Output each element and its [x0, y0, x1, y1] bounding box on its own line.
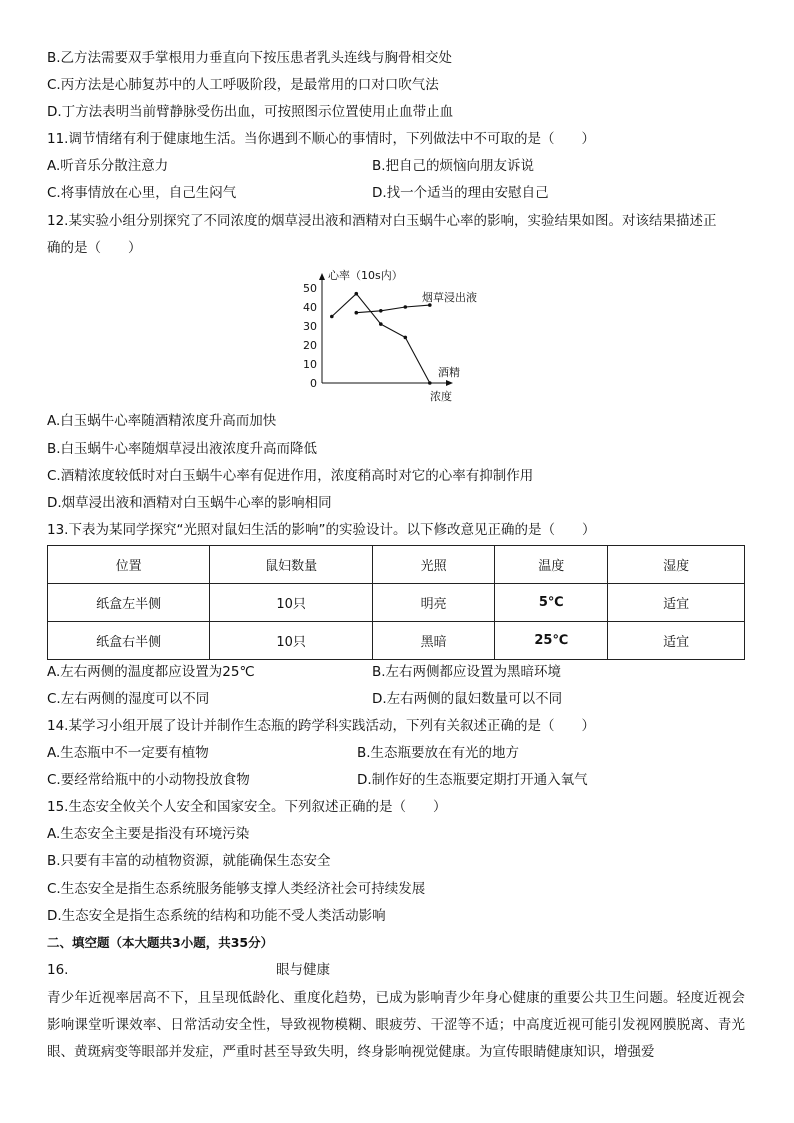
- q12-option-d: D.烟草浸出液和酒精对白玉蜗牛心率的影响相同: [47, 495, 332, 511]
- q14-option-b: B.生态瓶要放在有光的地方: [357, 745, 520, 761]
- data-point: [428, 381, 432, 385]
- q10-option-d: D.丁方法表明当前臂静脉受伤出血，可按照图示位置使用止血带止血: [47, 104, 454, 120]
- chart-series-label-tobacco: 烟草浸出液: [422, 291, 477, 304]
- table-header-cell: 位置: [48, 546, 210, 584]
- table-header-row: [48, 546, 745, 584]
- table-header-cell: 湿度: [608, 546, 745, 584]
- table-header-cell: 光照: [372, 546, 494, 584]
- q16-paragraph: 青少年近视率居高不下，且呈现低龄化、重度化趋势，已成为影响青少年身心健康的重要公共卫生问题。轻度近视会影响课堂听课效率、日常活动安全性，导致视物模糊、眼疲劳、干涩等不适；中高度近视可能引发视网膜脱离、青光眼、黄斑病变等眼部并发症，严重时甚至导致失明，终身影响视觉健康。为宣传眼睛健康知识，增强爱: [47, 990, 745, 1060]
- x-axis-arrow: [446, 380, 453, 386]
- q14-option-c: C.要经常给瓶中的小动物投放食物: [47, 772, 250, 788]
- table-cell: 5℃: [495, 584, 608, 622]
- chart-series-label-alcohol: 酒精: [438, 366, 460, 379]
- q15-option-d: D.生态安全是指生态系统的结构和功能不受人类活动影响: [47, 908, 386, 924]
- q11-option-d: D.找一个适当的理由安慰自己: [372, 185, 549, 201]
- data-point: [355, 292, 359, 296]
- q10-option-b: B.乙方法需要双手掌根用力垂直向下按压患者乳头连线与胸骨相交处: [47, 50, 453, 66]
- q12-option-a: A.白玉蜗牛心率随酒精浓度升高而加快: [47, 413, 277, 429]
- q10-option-c: C.丙方法是心肺复苏中的人工呼吸阶段，是最常用的口对口吹气法: [47, 77, 439, 93]
- q16-number: 16.: [47, 962, 69, 978]
- q13-option-b: B.左右两侧都应设置为黑暗环境: [372, 664, 562, 680]
- table-cell: 黑暗: [372, 622, 494, 660]
- q13-stem: 13.下表为某同学探究“光照对鼠妇生活的影响”的实验设计。以下修改意见正确的是（ ）: [47, 522, 596, 538]
- table-cell: 适宜: [608, 584, 745, 622]
- q11-option-a: A.听音乐分散注意力: [47, 158, 169, 174]
- q13-option-d: D.左右两侧的鼠妇数量可以不同: [372, 691, 563, 707]
- y-tick-label: 0: [310, 377, 317, 390]
- q14-stem: 14.某学习小组开展了设计并制作生态瓶的跨学科实践活动，下列有关叙述正确的是（ ）: [47, 718, 595, 734]
- table-cell: 纸盒左半侧: [48, 584, 210, 622]
- q12-option-b: B.白玉蜗牛心率随烟草浸出液浓度升高而降低: [47, 441, 318, 457]
- y-tick-label: 20: [303, 339, 317, 352]
- chart-x-label: 浓度: [430, 390, 452, 403]
- data-point: [330, 315, 334, 319]
- chart-y-label: 心率（10s内）: [328, 269, 403, 282]
- y-axis-arrow: [319, 273, 325, 280]
- q13-option-a: A.左右两侧的温度都应设置为25℃: [47, 664, 255, 680]
- q11-option-c: C.将事情放在心里，自己生闷气: [47, 185, 237, 201]
- chart-axes: [319, 273, 453, 386]
- data-point: [404, 336, 408, 340]
- table-cell: 纸盒右半侧: [48, 622, 210, 660]
- q11-stem: 11.调节情绪有利于健康地生活。当你遇到不顺心的事情时，下列做法中不可取的是（ ）: [47, 131, 595, 147]
- q14-option-a: A.生态瓶中不一定要有植物: [47, 745, 209, 761]
- q11-option-b: B.把自己的烦恼向朋友诉说: [372, 158, 535, 174]
- table-cell: 25℃: [495, 622, 608, 660]
- table-row: [48, 584, 745, 622]
- data-point: [355, 311, 359, 315]
- table-header-cell: 温度: [495, 546, 608, 584]
- data-point: [379, 322, 383, 326]
- q15-option-c: C.生态安全是指生态系统服务能够支撑人类经济社会可持续发展: [47, 881, 426, 897]
- experiment-table: [47, 545, 745, 660]
- q12-option-c: C.酒精浓度较低时对白玉蜗牛心率有促进作用，浓度稍高时对它的心率有抑制作用: [47, 468, 534, 484]
- table-cell: 明亮: [372, 584, 494, 622]
- y-tick-label: 50: [303, 282, 317, 295]
- q15-option-a: A.生态安全主要是指没有环境污染: [47, 826, 250, 842]
- y-tick-label: 30: [303, 320, 317, 333]
- table-cell: 10只: [210, 584, 373, 622]
- q16-title: 眼与健康: [276, 962, 330, 978]
- table-cell: 适宜: [608, 622, 745, 660]
- series-line-0: [356, 305, 430, 313]
- data-point: [379, 309, 383, 313]
- q12-stem-line1: 12.某实验小组分别探究了不同浓度的烟草浸出液和酒精对白玉蜗牛心率的影响，实验结果如图。对该结果描述正: [47, 213, 717, 229]
- y-tick-label: 10: [303, 358, 317, 371]
- table-row: [48, 622, 745, 660]
- table-cell: 10只: [210, 622, 373, 660]
- q15-stem: 15.生态安全攸关个人安全和国家安全。下列叙述正确的是（ ）: [47, 799, 447, 815]
- table-header-cell: 鼠妇数量: [210, 546, 373, 584]
- q12-stem-line2: 确的是（ ）: [47, 240, 142, 256]
- y-tick-label: 40: [303, 301, 317, 314]
- data-point: [404, 305, 408, 309]
- q13-option-c: C.左右两侧的湿度可以不同: [47, 691, 210, 707]
- q14-option-d: D.制作好的生态瓶要定期打开通入氧气: [357, 772, 588, 788]
- q15-option-b: B.只要有丰富的动植物资源，就能确保生态安全: [47, 853, 331, 869]
- heart-rate-chart: [300, 266, 510, 406]
- section-heading: 二、填空题（本大题共3小题，共35分）: [47, 935, 274, 950]
- series-line-1: [332, 294, 430, 383]
